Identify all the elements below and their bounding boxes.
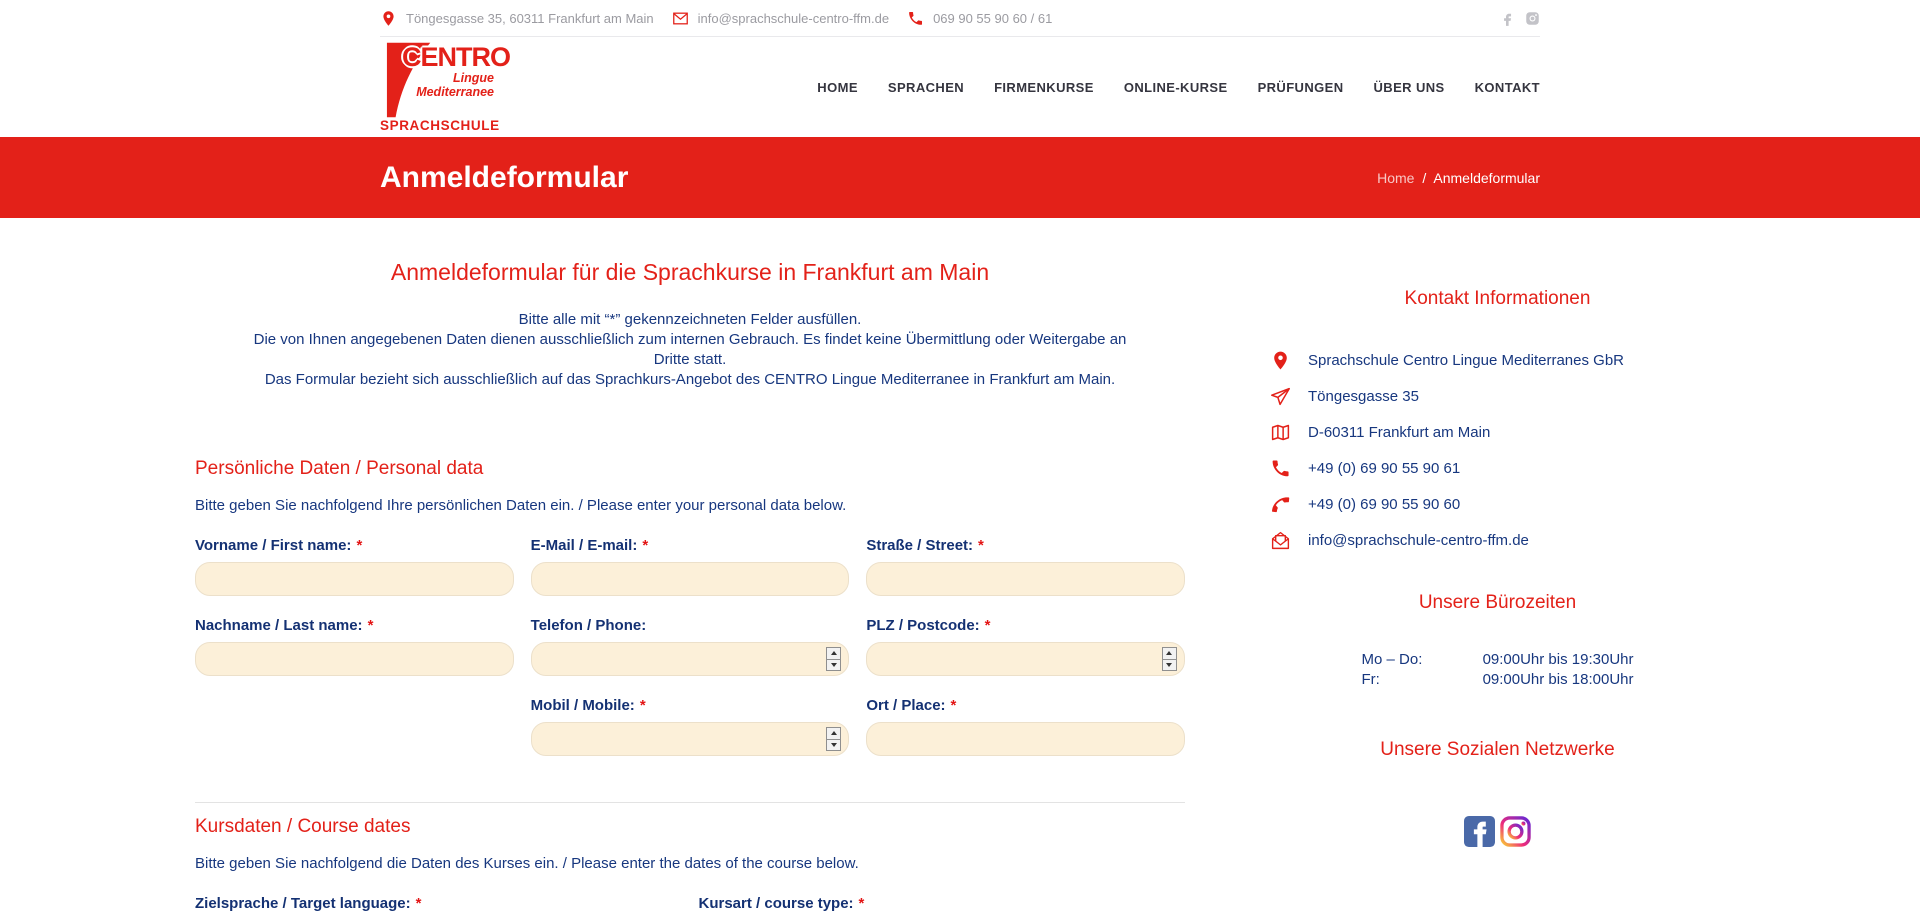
vorname-input[interactable] [195,562,514,596]
nachname-input[interactable] [195,642,514,676]
instagram-icon[interactable] [1525,11,1540,26]
contact-item-email [1270,530,1725,551]
hours-time: 09:00Uhr bis 18:00Uhr [1482,671,1634,688]
facebook-icon[interactable] [1464,816,1495,847]
topbar-email-link[interactable]: info@sprachschule-centro-ffm.de [697,10,890,26]
topbar-social [1500,11,1540,26]
required-mark: * [367,617,374,634]
topbar-phone [907,10,1052,27]
phone-handset-icon [1269,493,1292,516]
hours-days: Fr: [1361,671,1380,688]
social-networks-heading: Unsere Sozialen Netzwerke [1380,739,1615,760]
form-intro [195,310,1185,390]
nachname-label: Nachname / Last name: * [195,617,374,634]
vorname-field [195,562,514,596]
intro-line: Bitte alle mit “*” gekennzeichneten Felder ausfüllen. [518,311,862,328]
course-data-heading: Kursdaten / Course dates [195,816,411,837]
intro-line: Das Formular bezieht sich ausschließlich auf das Sprachkurs-Angebot des CENTRO Lingue Mediterranee in Frankfurt am Main. [264,371,1116,388]
strasse-input[interactable] [866,562,1185,596]
telefon-label: Telefon / Phone: [530,617,647,634]
personal-data-description: Bitte geben Sie nachfolgend Ihre persönlichen Daten ein. / Please enter your personal data below. [195,497,847,514]
email-label: E-Mail / E-mail: * [530,537,649,554]
hours-days: Mo – Do: [1361,651,1423,668]
topbar-address [380,10,654,27]
logo-tagline: SPRACHSCHULE [380,118,500,133]
breadcrumb-separator: / [1422,169,1427,186]
grid-spacer [195,716,514,756]
intro-line: Die von Ihnen angegebenen Daten dienen ausschließlich zum internen Gebrauch. Es findet keine Übermittlung oder Weitergabe an [253,331,1127,348]
logo-title: CENTRO [402,42,510,72]
ort-label: Ort / Place: * [866,697,957,714]
plz-field [866,642,1185,676]
nav-item-online-kurse[interactable]: ONLINE-KURSE [1123,79,1228,95]
nav-item-firmenkurse[interactable]: FIRMENKURSE [994,79,1094,95]
personal-data-heading: Persönliche Daten / Personal data [195,458,484,479]
page-title: Anmeldeformular [380,160,629,194]
plz-label: PLZ / Postcode: * [866,617,991,634]
contact-item-text: D-60311 Frankfurt am Main [1308,423,1491,441]
ort-field [866,722,1185,756]
kursart-label: Kursart / course type: * [698,895,865,912]
map-icon [1270,422,1291,443]
contact-email-link[interactable]: info@sprachschule-centro-ffm.de [1308,531,1529,549]
map-pin-icon [1270,350,1291,371]
topbar-phone-text: 069 90 55 90 60 / 61 [933,10,1053,26]
plz-input[interactable] [866,642,1185,676]
course-data-grid [195,894,1185,914]
email-input[interactable] [531,562,850,596]
required-mark: * [356,537,363,554]
personal-data-grid [195,513,1185,756]
facebook-icon[interactable] [1500,11,1515,26]
mobil-input[interactable] [531,722,850,756]
breadcrumb [1377,170,1540,186]
contact-item-company [1270,350,1725,371]
nav-item-sprachen[interactable]: SPRACHEN [887,79,965,95]
instagram-icon[interactable] [1500,816,1531,847]
paper-plane-icon [1270,386,1291,407]
contact-phone-link[interactable]: +49 (0) 69 90 55 90 61 [1308,459,1461,477]
logo-subtitle-2: Mediterranee [416,85,494,99]
phone-icon [907,10,924,27]
contact-list [1270,350,1725,551]
social-links [1270,816,1725,847]
office-hours-row [1362,670,1634,690]
number-spinner[interactable] [826,727,841,751]
telefon-field [531,642,850,676]
site-header [0,37,1920,137]
topbar-email [672,10,889,27]
required-mark: * [415,895,422,912]
office-hours-row [1362,650,1634,670]
mobil-label: Mobil / Mobile: * [530,697,646,714]
zielsprache-label: Zielsprache / Target language: * [195,895,422,912]
open-envelope-icon [1270,530,1291,551]
section-divider [195,802,1185,803]
contact-item-text: Töngesgasse 35 [1308,387,1419,405]
email-field [531,562,850,596]
grid-spacer [195,676,514,716]
strasse-field [866,562,1185,596]
page-banner [0,137,1920,218]
ort-input[interactable] [866,722,1185,756]
required-mark: * [639,697,646,714]
nachname-field [195,642,514,676]
contact-item-city [1270,422,1725,443]
form-heading: Anmeldeformular für die Sprachkurse in Frankfurt am Main [390,259,990,285]
office-hours-heading: Unsere Bürozeiten [1418,592,1577,613]
logo-text [402,42,510,99]
required-mark: * [950,697,957,714]
envelope-icon [672,10,689,27]
course-data-description: Bitte geben Sie nachfolgend die Daten des Kurses ein. / Please enter the dates of the course below. [195,855,859,872]
registration-form [195,218,1185,914]
nav-item-pruefungen[interactable]: PRÜFUNGEN [1257,79,1344,95]
contact-item-phone-2 [1270,494,1725,515]
required-mark: * [858,895,865,912]
required-mark: * [984,617,991,634]
breadcrumb-home-link[interactable]: Home [1377,169,1415,186]
logo-subtitle-1: Lingue [453,71,494,85]
mobil-field [531,722,850,756]
phone-icon [1270,458,1291,479]
intro-line: Dritte statt. [653,351,727,368]
contact-phone-link[interactable]: +49 (0) 69 90 55 90 60 [1308,495,1461,513]
breadcrumb-current: Anmeldeformular [1433,169,1540,186]
contact-item-street [1270,386,1725,407]
logo[interactable] [380,41,510,133]
required-mark: * [978,537,984,554]
contact-sidebar [1270,218,1725,914]
contact-heading: Kontakt Informationen [1404,288,1591,309]
hours-time: 09:00Uhr bis 19:30Uhr [1482,651,1634,668]
topbar [0,0,1920,37]
required-mark: * [642,537,649,554]
nav-item-kontakt[interactable]: KONTAKT [1474,79,1540,95]
map-pin-icon [380,10,397,27]
contact-item-phone-1 [1270,458,1725,479]
topbar-address-text: Töngesgasse 35, 60311 Frankfurt am Main [406,10,654,26]
office-hours [1362,650,1634,690]
nav-item-ueber-uns[interactable]: ÜBER UNS [1373,79,1445,95]
nav-item-home[interactable]: HOME [817,79,858,95]
number-spinner[interactable] [1162,647,1177,671]
main-content [195,218,1725,914]
main-navigation [817,80,1540,95]
strasse-label: Straße / Street: * [866,537,984,554]
number-spinner[interactable] [826,647,841,671]
contact-item-text: Sprachschule Centro Lingue Mediterranes GbR [1308,351,1625,369]
vorname-label: Vorname / First name: * [195,537,363,554]
telefon-input[interactable] [531,642,850,676]
